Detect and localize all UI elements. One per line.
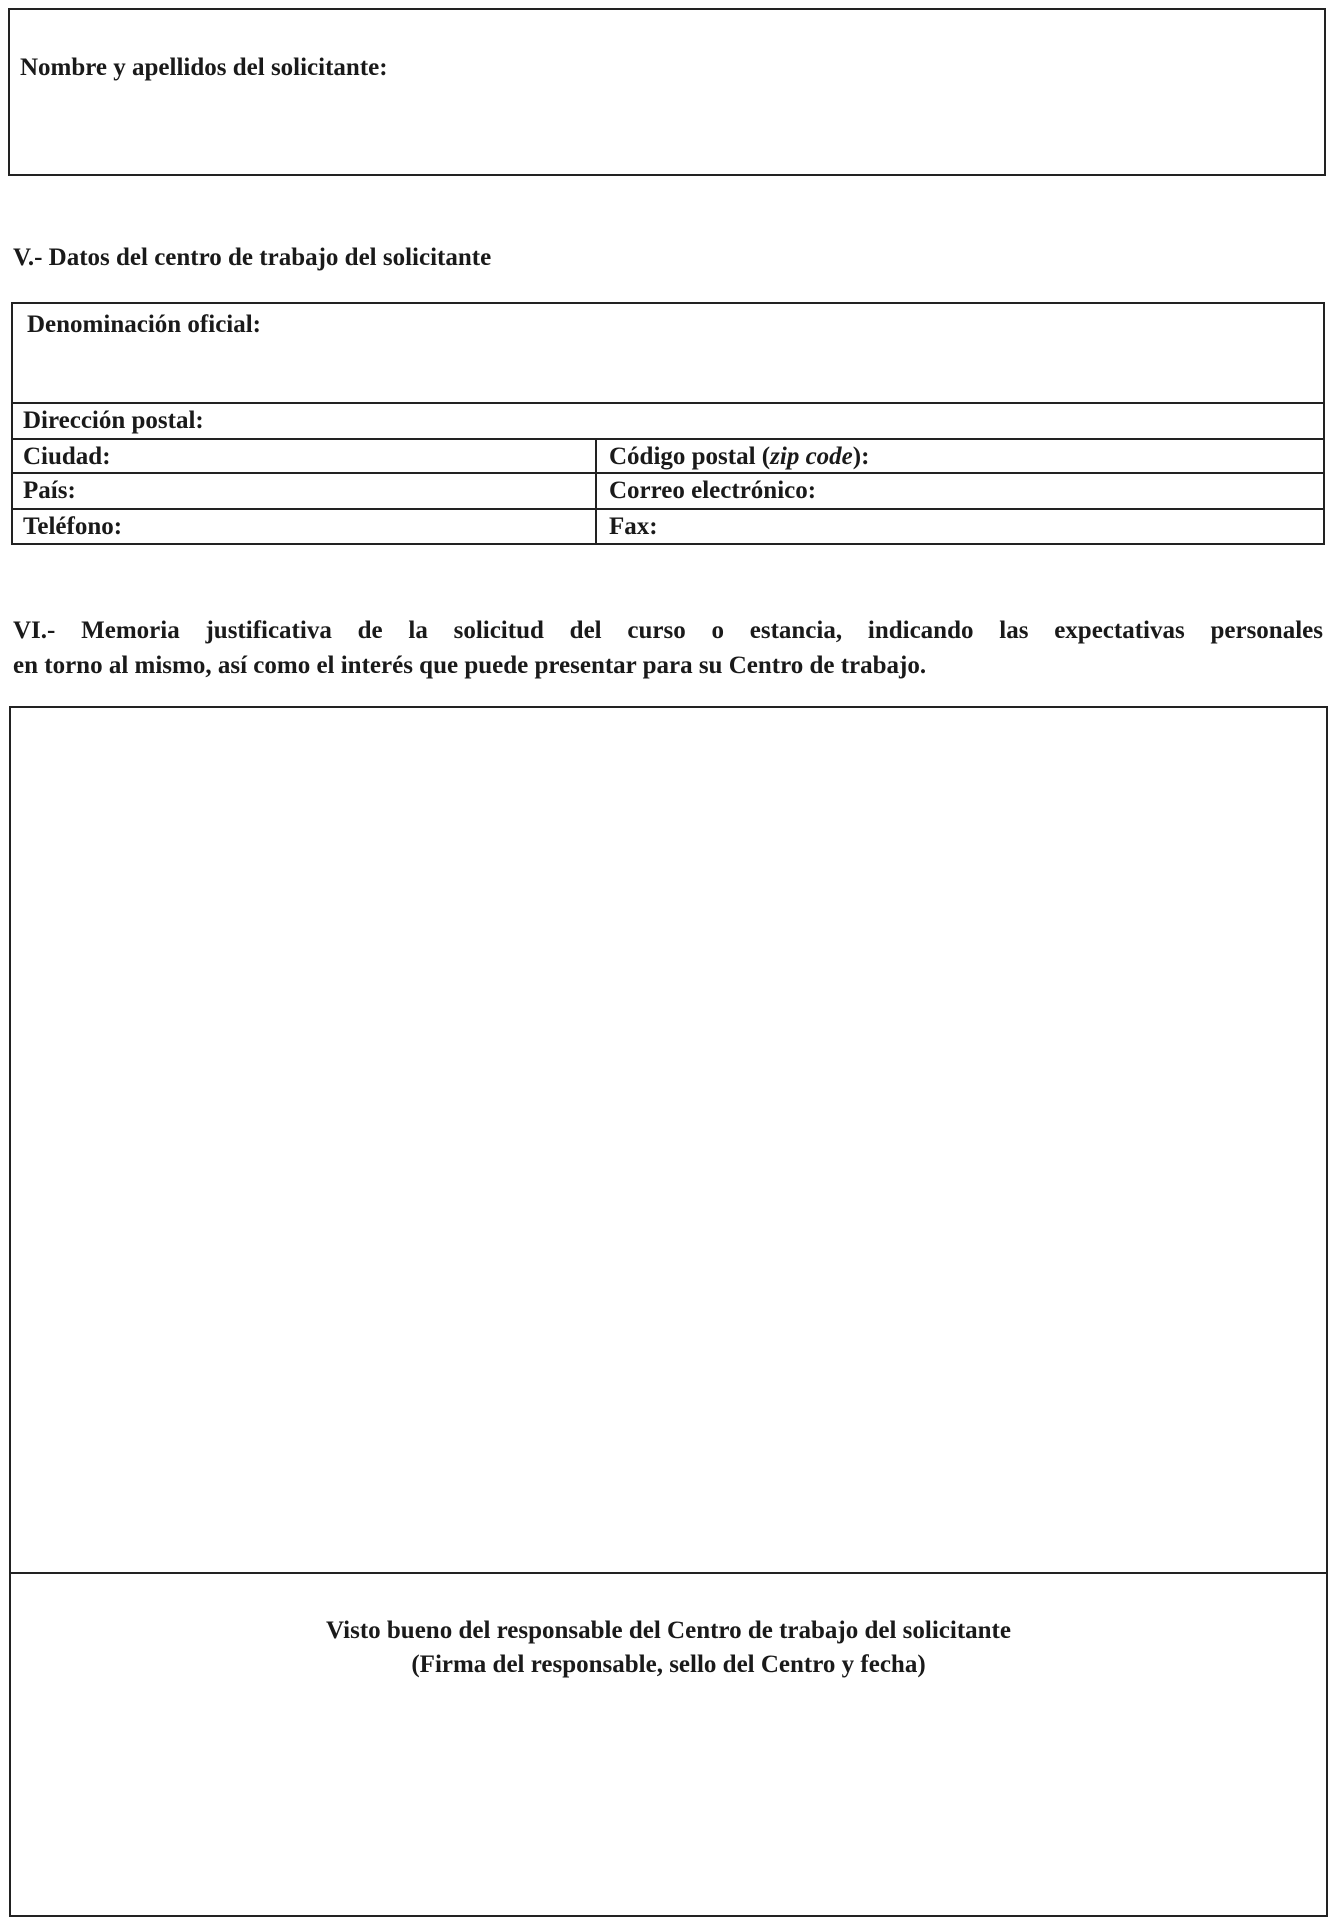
codigo-postal-prefix: Código postal ( (609, 443, 771, 470)
codigo-postal-label (609, 443, 869, 470)
applicant-name-label: Nombre y apellidos del solicitante: (20, 54, 388, 81)
direccion-field[interactable] (13, 404, 1323, 438)
codigo-postal-suffix: ): (852, 443, 870, 470)
fax-label: Fax: (609, 513, 658, 540)
fax-field[interactable] (595, 510, 1323, 545)
signature-caption-line2: (Firma del responsable, sello del Centro y fecha) (411, 1651, 926, 1678)
table-row (13, 440, 1323, 474)
section-vi-heading-line2: en torno al mismo, así como el interés que puede presentar para su Centro de trabajo. (13, 652, 927, 679)
ciudad-field[interactable] (13, 440, 595, 472)
table-row (13, 404, 1323, 440)
pais-field[interactable] (13, 474, 595, 508)
table-row (13, 474, 1323, 510)
section-vi-heading-line1: VI.- Memoria justificativa de la solicitud del curso o estancia, indicando las expectativas personales (13, 617, 1323, 644)
signature-caption (11, 1614, 1326, 1682)
table-row (13, 304, 1323, 404)
telefono-label: Teléfono: (23, 513, 123, 540)
section-v-heading: V.- Datos del centro de trabajo del solicitante (13, 244, 492, 271)
work-center-table (11, 302, 1325, 545)
memoria-textarea-box[interactable] (9, 706, 1328, 1574)
signature-box[interactable] (9, 1572, 1328, 1917)
telefono-field[interactable] (13, 510, 595, 545)
denominacion-field[interactable] (13, 304, 1323, 402)
applicant-name-box[interactable] (8, 8, 1326, 176)
pais-label: País: (23, 477, 76, 504)
ciudad-label: Ciudad: (23, 443, 111, 470)
section-vi-heading (13, 613, 1323, 683)
signature-caption-line1: Visto bueno del responsable del Centro de trabajo del solicitante (326, 1617, 1011, 1644)
codigo-postal-field[interactable] (595, 440, 1323, 472)
correo-label: Correo electrónico: (609, 477, 817, 504)
table-row (13, 510, 1323, 545)
denominacion-label: Denominación oficial: (27, 311, 262, 338)
direccion-label: Dirección postal: (23, 407, 204, 434)
correo-field[interactable] (595, 474, 1323, 508)
zip-code-italic: zip code (770, 443, 853, 470)
